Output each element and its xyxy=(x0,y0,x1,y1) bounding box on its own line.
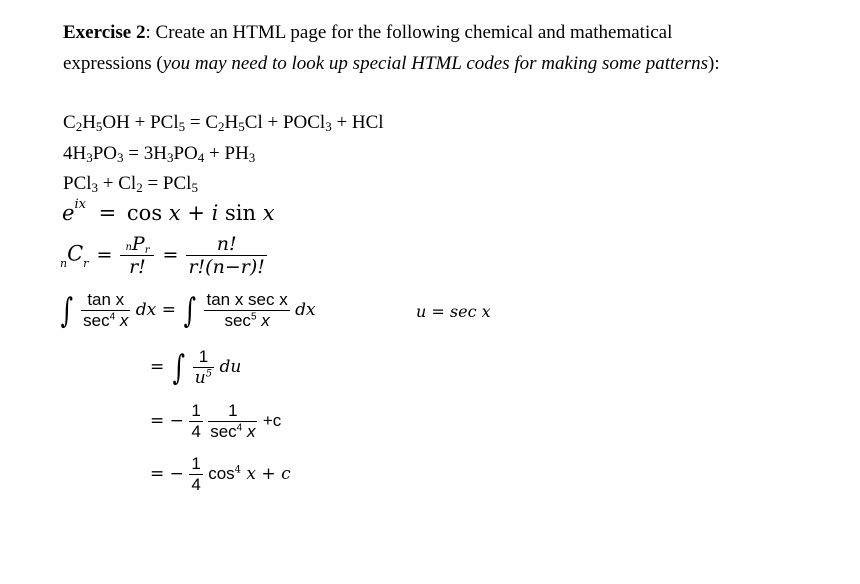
chem-sub: 3 xyxy=(248,150,256,165)
chem-sub: 3 xyxy=(325,119,332,134)
combination-c: C xyxy=(67,241,84,266)
chem-token: H xyxy=(153,143,167,164)
chem-sub: 4 xyxy=(197,150,205,165)
sec-function: sec xyxy=(210,422,237,441)
exponent: 5 xyxy=(205,368,213,380)
chem-sub: 3 xyxy=(91,180,99,195)
integral-line-2 xyxy=(150,347,241,388)
equals-sign: = xyxy=(98,201,117,225)
sin-function: sin xyxy=(225,201,257,225)
chem-token: C xyxy=(63,112,76,133)
fraction-tan-over-sec4 xyxy=(81,290,130,331)
chem-sub: 3 xyxy=(166,150,174,165)
equals-sign: = xyxy=(162,243,179,266)
chem-token: OH xyxy=(102,112,130,133)
euler-formula xyxy=(62,197,275,225)
integral-sign: ∫ xyxy=(172,347,185,388)
constant-term: +c xyxy=(262,411,282,430)
integral-sign: ∫ xyxy=(184,290,197,331)
differential-dx: dx xyxy=(135,300,157,320)
heading-text: : Create an HTML page for the following chemical and mathematical xyxy=(145,22,673,43)
chem-token: Cl xyxy=(244,112,263,133)
fraction-denominator: r!(n−r)! xyxy=(188,256,265,278)
fraction-one-quarter xyxy=(189,454,202,495)
chem-equation-2 xyxy=(63,143,255,165)
integral-line-4 xyxy=(150,454,291,495)
chem-sub: 3 xyxy=(117,150,124,165)
fraction-denominator xyxy=(81,310,130,331)
fraction-numerator: tan x xyxy=(87,290,125,309)
exercise-heading-line2 xyxy=(63,51,720,77)
chem-token: H xyxy=(72,143,87,164)
equals-sign: = xyxy=(123,143,144,164)
fraction-one-over-u5 xyxy=(193,347,214,388)
fraction-denominator xyxy=(208,421,257,442)
subscript-r: r xyxy=(83,256,89,270)
variable-x: x xyxy=(256,311,270,330)
differential-dx: dx xyxy=(295,300,316,320)
euler-base: e xyxy=(62,201,75,225)
fraction-numerator: 1 xyxy=(228,401,238,420)
exponent: 4 xyxy=(234,464,242,476)
equals-sign: = xyxy=(150,357,165,377)
integral-sign: ∫ xyxy=(60,290,74,331)
chem-sub: 3 xyxy=(86,150,93,165)
chem-sub: 2 xyxy=(136,180,143,195)
heading-line2-prefix: expressions ( xyxy=(63,53,163,74)
fraction-numerator xyxy=(120,233,154,255)
chem-token: PCl xyxy=(63,173,92,194)
heading-line2-suffix: ): xyxy=(708,53,720,74)
equals-sign: = xyxy=(185,112,206,133)
sec-function: sec xyxy=(83,311,110,330)
combination-formula xyxy=(60,233,267,278)
fraction-denominator: r! xyxy=(120,255,154,278)
subscript-n: n xyxy=(60,256,68,270)
substitution-note: u = sec x xyxy=(416,302,491,321)
chem-token: PO xyxy=(92,143,118,164)
chem-token: Cl xyxy=(118,173,137,194)
exponent: 4 xyxy=(109,311,116,323)
heading-hint: you may need to look up special HTML codes for making some patterns xyxy=(162,53,709,74)
chem-token: PO xyxy=(173,143,198,164)
euler-exponent: ix xyxy=(74,197,86,212)
plus-sign: + xyxy=(98,173,119,194)
plus-sign: + xyxy=(129,112,151,133)
chem-token: PH xyxy=(224,143,249,164)
chem-sub: 2 xyxy=(218,119,225,134)
plus-sign: + xyxy=(262,112,283,133)
fraction-one-over-sec4 xyxy=(208,401,257,442)
equals-sign: = − xyxy=(150,464,184,484)
fraction-numerator: 1 xyxy=(198,347,209,366)
exponent: 5 xyxy=(250,311,257,323)
differential-du: du xyxy=(219,357,242,377)
subscript-r: r xyxy=(144,245,150,256)
chem-token: HCl xyxy=(351,112,384,133)
fraction-tansec-over-sec5 xyxy=(204,290,289,331)
subscript-n: n xyxy=(125,242,132,253)
chem-token: H xyxy=(82,112,96,133)
equals-sign: = xyxy=(96,243,113,266)
integral-line-1 xyxy=(58,290,316,331)
cos-function: cos xyxy=(126,201,163,225)
fraction-denominator xyxy=(204,310,289,331)
imaginary-unit: i xyxy=(211,201,219,225)
integral-line-3 xyxy=(150,401,281,442)
chem-token: H xyxy=(224,112,239,133)
constant-term: x + c xyxy=(241,464,291,484)
variable-x: x xyxy=(262,201,275,225)
plus-sign: + xyxy=(331,112,352,133)
equals-sign: = xyxy=(161,300,176,320)
cos-function: cos xyxy=(208,464,235,483)
chem-sub: 2 xyxy=(75,119,83,134)
chem-sub: 5 xyxy=(95,119,103,134)
exercise-label: Exercise 2 xyxy=(63,22,146,43)
chem-token: 3 xyxy=(143,143,154,164)
chem-sub: 5 xyxy=(191,180,198,195)
fraction-numerator: tan x sec x xyxy=(206,290,288,309)
fraction-denominator: 4 xyxy=(191,422,201,441)
fraction-numerator: n! xyxy=(216,233,237,255)
chem-equation-1 xyxy=(63,112,384,134)
permutation-p: P xyxy=(131,233,145,255)
fraction-numerator: 1 xyxy=(191,454,201,473)
variable-x: x xyxy=(242,422,256,441)
chem-token: PCl xyxy=(162,173,192,194)
chem-token: POCl xyxy=(282,112,326,133)
sec-function: sec xyxy=(224,311,251,330)
plus-sign: + xyxy=(187,201,205,225)
equals-sign: = − xyxy=(150,411,184,431)
fraction-numerator: 1 xyxy=(191,401,201,420)
exercise-heading-line1 xyxy=(63,20,672,46)
variable-x: x xyxy=(115,311,129,330)
fraction-denominator xyxy=(193,367,214,388)
fraction-npr-over-rfact xyxy=(120,233,154,278)
variable-x: x xyxy=(168,201,181,225)
chem-token: C xyxy=(205,112,219,133)
plus-sign: + xyxy=(204,143,225,164)
chem-sub: 5 xyxy=(238,119,245,134)
equals-sign: = xyxy=(142,173,163,194)
fraction-one-quarter xyxy=(189,401,202,442)
chem-equation-3 xyxy=(63,173,198,195)
chem-sub: 5 xyxy=(178,119,186,134)
variable-u: u xyxy=(194,368,206,388)
chem-token: PCl xyxy=(150,112,179,133)
fraction-nfact-over-rfact xyxy=(186,233,266,278)
chem-token: 4 xyxy=(63,143,73,164)
exponent: 4 xyxy=(236,422,243,434)
fraction-denominator: 4 xyxy=(191,475,201,494)
